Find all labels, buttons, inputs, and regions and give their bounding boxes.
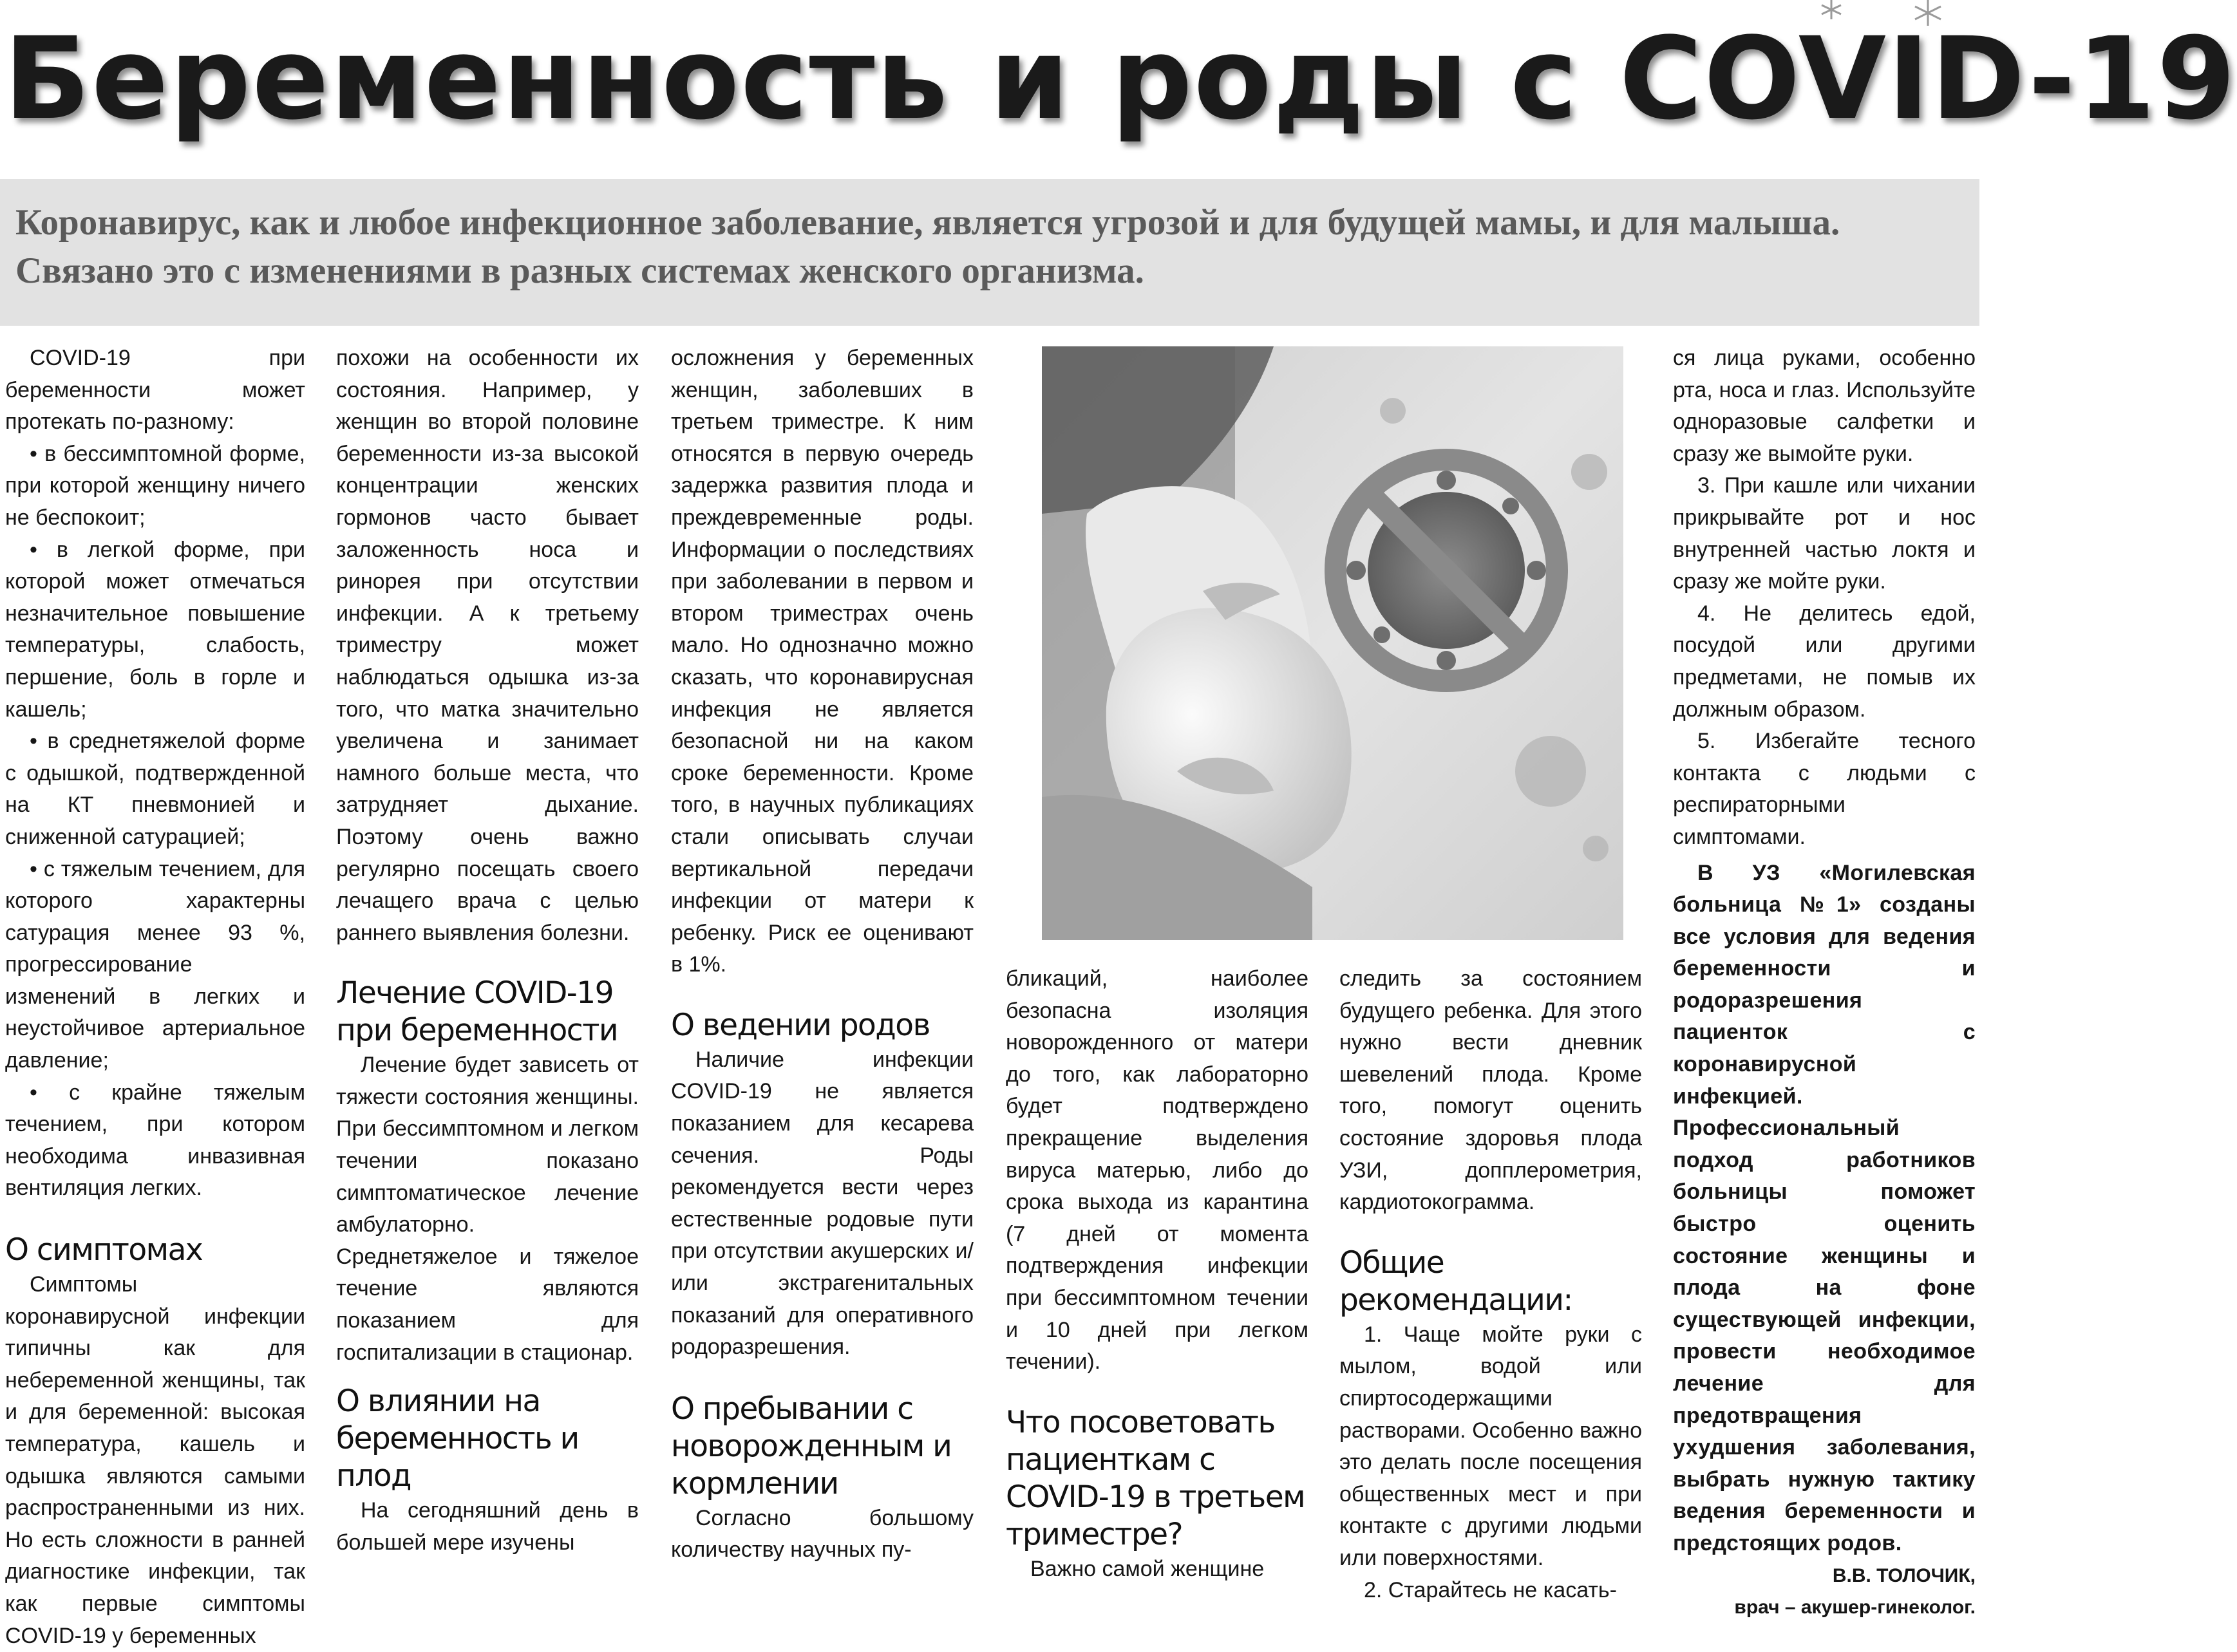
hospital-paragraph: В УЗ «Могилевская больница №1» созданы все условия для ведения беременности и родоразрешения пациенток с коронавирусной инфекцией. Профессиональный подход работников больницы поможет быстро оценить состояние женщины и плода на фоне существующей инфекции, провести необходимое лечение для предотвращения ухудшения заболевания, выбрать нужную тактику ведения беременности и предстоящих родов. [1673, 860, 1976, 1555]
paragraph: На сегодняшний день в большей мере изучены [336, 1498, 639, 1555]
paragraph: Симптомы коронавирусной инфекции типичны как для небеременной женщины, так и для беременной: высокая температура, кашель и одышка являются самыми распространенными из них. Но есть сложности в ранней диагностике инфекции, так как первые симптомы COVID-19 у беременных [5, 1272, 305, 1648]
paragraph: ся лица руками, особенно рта, носа и глаз. Используйте одноразовые салфетки и сразу же вымойте руки. [1673, 346, 1976, 466]
paragraph: следить за состоянием будущего ребенка. Для этого нужно вести дневник шевелений плода. Кроме того, помогут оценить состояние здоровья плода УЗИ, допплерометрия, кардиотокограмма. [1339, 966, 1642, 1215]
article-headline: Беременность и роды с COVID-19 [4, 13, 2237, 145]
column-5 [1339, 963, 1642, 1606]
paragraph: COVID-19 при беременности может протекать по-разному: [5, 346, 305, 435]
paragraph: осложнения у беременных женщин, заболевших в третьем триместре. К ним относятся в первую очередь задержка развития плода и преждевременные роды. Информации о последствиях при заболевании в первом и втором триместрах очень мало. Но однозначно можно сказать, что коронавирусная инфекция не является безопасной ни на каком сроке беременности. Кроме того, в научных публикациях стали описывать случаи вертикальной передачи инфекции от матери к ребенку. Риск ее оценивают в 1%. [671, 346, 974, 977]
list-item: • в бессимптомной форме, при которой женщину ничего не беспокоит; [5, 441, 305, 530]
author-name: В.В. ТОЛОЧИК, [1832, 1564, 1976, 1586]
paragraph: Согласно большому количеству научных пу- [671, 1505, 974, 1563]
paragraph: похожи на особенности их состояния. Например, у женщин во второй половине беременности из-за высокой концентрации женских гормонов часто бывает заложенность носа и ринорея при отсутствии инфекции. А к третьему триместру может наблюдаться одышка из-за того, что матка значительно увеличена и занимает намного больше места, что затрудняет дыхание. Поэтому очень важно регулярно посещать своего лечащего врача с целью раннего выявления болезни. [336, 346, 639, 945]
paragraph: Наличие инфекции COVID-19 не является показанием для кесарева сечения. Роды рекомендуется вести через естественные родовые пути при отсутствии акушерских и/или экстрагенитальных показаний для оперативного родоразрешения. [671, 1047, 974, 1360]
section-heading: О симптомах [5, 1232, 203, 1268]
section-heading: Общие рекомендации: [1339, 1244, 1572, 1318]
section-heading: Что посоветовать пациенткам с COVID-19 в третьем триместре? [1006, 1404, 1305, 1552]
paragraph: бликаций, наиболее безопасна изоляция новорожденного от матери до того, как лабораторно будет подтверждено прекращение выделения вируса матерью, либо до срока выхода из карантина (7 дней от момента подтверждения инфекции при бессимптомном течении и 10 дней при легком течении). [1006, 966, 1308, 1375]
section-heading: О пребывании с новорожденным и кормлении [671, 1391, 952, 1501]
pregnant-woman-photo [1042, 346, 1623, 940]
lead-text: Коронавирус, как и любое инфекционное заболевание, является угрозой и для будущей мамы, и для малыша. Связано это с изменениями в разных системах женского организма. [15, 202, 1840, 291]
paragraph: 5. Избегайте тесного контакта с людьми с респираторными симптомами. [1673, 729, 1976, 849]
column-3 [671, 343, 974, 1606]
column-2 [336, 343, 639, 1606]
column-4 [1006, 963, 1308, 1606]
section-heading: О ведении родов [671, 1007, 930, 1043]
list-item: • в легкой форме, при которой может отмечаться незначительное повышение температуры, слабость, першение, боль в горле и кашель; [5, 537, 305, 722]
lead-box [0, 179, 1979, 326]
paragraph: Лечение будет зависеть от тяжести состояния женщины. При бессимптомном и легком течении показано симптоматическое лечение амбулаторно. Среднетяжелое и тяжелое течение являются показанием для госпитализации в стационар. [336, 1053, 639, 1365]
paragraph: 4. Не делитесь едой, посудой или другими предметами, не помыв их должным образом. [1673, 601, 1976, 722]
section-heading: Лечение COVID-19 при беременности [336, 975, 618, 1049]
column-1 [5, 343, 305, 1648]
list-item: • с крайне тяжелым течением, при котором необходима инвазивная вентиляция легких. [5, 1080, 305, 1201]
paragraph: 2. Старайтесь не касать- [1364, 1577, 1617, 1602]
section-heading: О влиянии на беременность и плод [336, 1384, 579, 1494]
paragraph: 3. При кашле или чихании прикрывайте рот и нос внутренней частью локтя и сразу же мойте руки. [1673, 473, 1976, 594]
paragraph: Важно самой женщине [1030, 1556, 1265, 1581]
list-item: • в среднетяжелой форме с одышкой, подтвержденной на КТ пневмонией и сниженной сатурацией; [5, 729, 305, 849]
paragraph: 1. Чаще мойте руки с мылом, водой или спиртосодержащими растворами. Особенно важно это делать после посещения общественных мест и при контакте с другими людьми или поверхностями. [1339, 1322, 1642, 1570]
photo [1042, 346, 1623, 940]
author-role: врач – акушер-гинеколог. [1734, 1597, 1976, 1619]
list-item: • с тяжелым течением, для которого характерны сатурация менее 93 %, прогрессирование изменений в легких и неустойчивое артериальное давление; [5, 856, 305, 1073]
column-6 [1673, 343, 1976, 1619]
